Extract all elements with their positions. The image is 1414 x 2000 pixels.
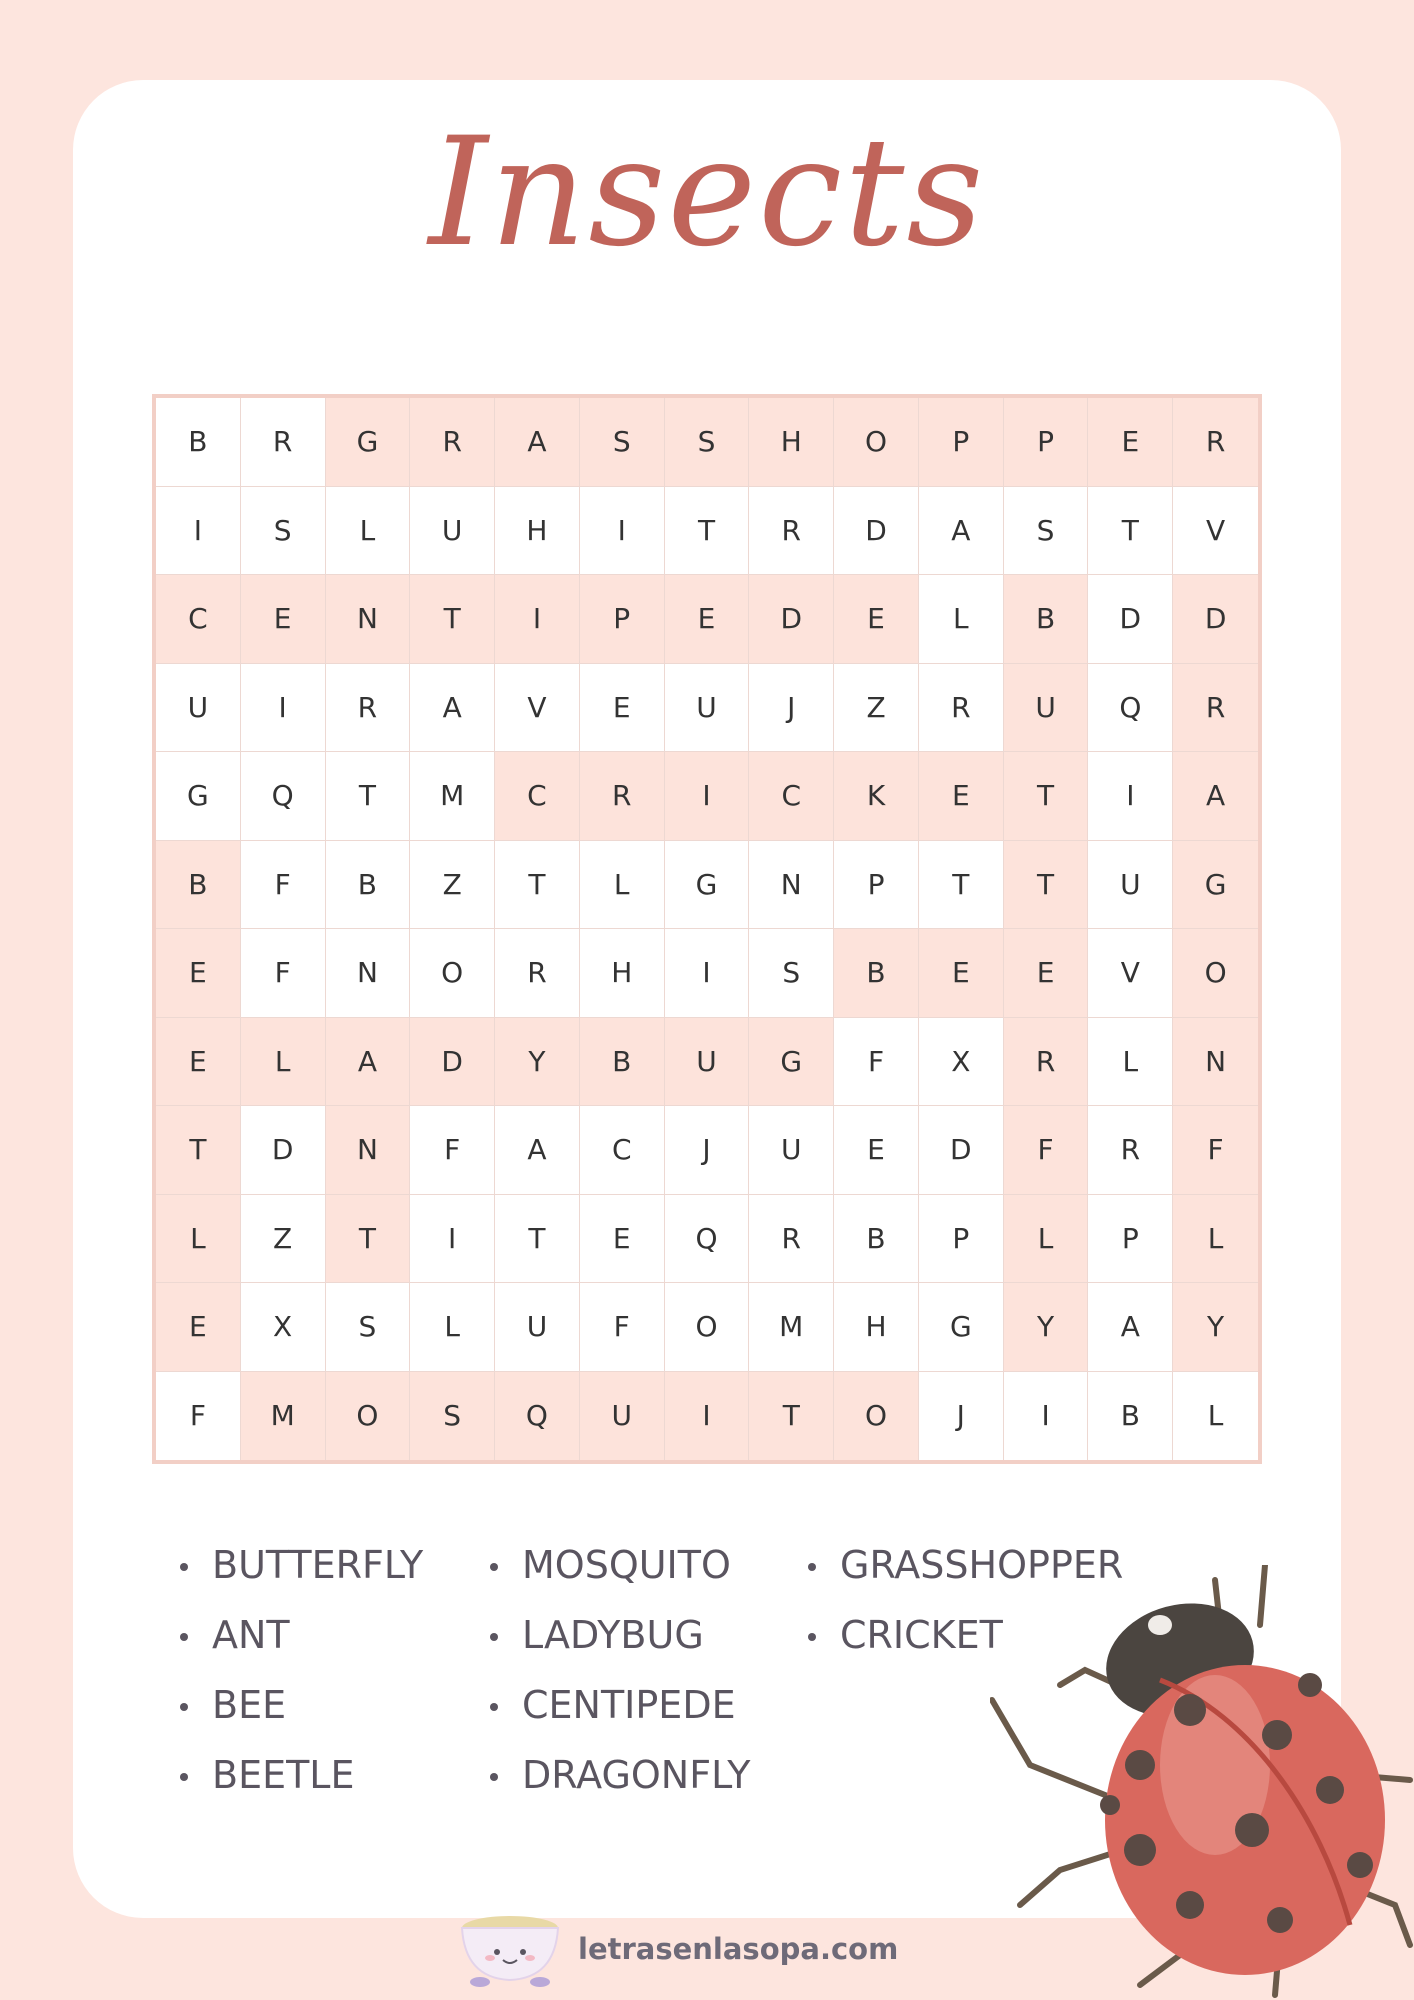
grid-cell: H (749, 398, 834, 487)
grid-cell: F (241, 841, 326, 930)
grid-cell: E (156, 929, 241, 1018)
grid-cell: N (326, 575, 411, 664)
grid-cell: H (834, 1283, 919, 1372)
word-list-item: DRAGONFLY (490, 1740, 750, 1810)
grid-cell: P (834, 841, 919, 930)
grid-cell: R (1173, 398, 1258, 487)
word-list-column-1 (180, 1530, 423, 1810)
grid-cell: B (1088, 1372, 1173, 1461)
grid-cell: U (156, 664, 241, 753)
grid-cell: R (1173, 664, 1258, 753)
grid-cell: N (749, 841, 834, 930)
grid-cell: F (834, 1018, 919, 1107)
grid-cell: Y (1173, 1283, 1258, 1372)
word-list-item: CENTIPEDE (490, 1670, 750, 1740)
grid-cell: L (919, 575, 1004, 664)
grid-cell: M (749, 1283, 834, 1372)
grid-cell: D (1088, 575, 1173, 664)
grid-cell: B (1004, 575, 1089, 664)
page-title: Insects (428, 106, 986, 280)
grid-cell: S (326, 1283, 411, 1372)
grid-cell: Y (1004, 1283, 1089, 1372)
grid-cell: B (834, 1195, 919, 1284)
word-list-item: CRICKET (808, 1600, 1123, 1670)
grid-cell: Z (241, 1195, 326, 1284)
grid-cell: E (834, 575, 919, 664)
grid-cell: Q (241, 752, 326, 841)
grid-cell: I (1004, 1372, 1089, 1461)
grid-cell: U (410, 487, 495, 576)
grid-cell: I (495, 575, 580, 664)
grid-cell: L (580, 841, 665, 930)
grid-cell: D (241, 1106, 326, 1195)
grid-cell: R (749, 1195, 834, 1284)
grid-cell: S (1004, 487, 1089, 576)
grid-cell: R (326, 664, 411, 753)
word-list-column-2 (490, 1530, 750, 1810)
grid-cell: E (919, 929, 1004, 1018)
grid-cell: I (665, 1372, 750, 1461)
word-list-item: BUTTERFLY (180, 1530, 423, 1600)
grid-cell: M (410, 752, 495, 841)
grid-cell: H (580, 929, 665, 1018)
grid-cell: Q (1088, 664, 1173, 753)
grid-cell: B (156, 841, 241, 930)
grid-cell: V (495, 664, 580, 753)
grid-cell: O (834, 398, 919, 487)
word-list-item: MOSQUITO (490, 1530, 750, 1600)
grid-cell: I (580, 487, 665, 576)
word-list-item: BEE (180, 1670, 423, 1740)
grid-cell: Z (834, 664, 919, 753)
grid-cell: P (919, 1195, 1004, 1284)
grid-cell: T (665, 487, 750, 576)
grid-cell: K (834, 752, 919, 841)
grid-cell: S (580, 398, 665, 487)
grid-cell: J (749, 664, 834, 753)
grid-cell: A (919, 487, 1004, 576)
grid-cell: A (326, 1018, 411, 1107)
grid-cell: F (156, 1372, 241, 1461)
grid-cell: A (1088, 1283, 1173, 1372)
grid-cell: R (580, 752, 665, 841)
grid-cell: M (241, 1372, 326, 1461)
grid-cell: O (665, 1283, 750, 1372)
grid-cell: R (495, 929, 580, 1018)
grid-cell: I (156, 487, 241, 576)
grid-cell: U (1088, 841, 1173, 930)
grid-cell: J (919, 1372, 1004, 1461)
grid-cell: L (326, 487, 411, 576)
grid-cell: E (241, 575, 326, 664)
grid-cell: E (580, 664, 665, 753)
word-list-item: GRASSHOPPER (808, 1530, 1123, 1600)
grid-cell: N (1173, 1018, 1258, 1107)
grid-cell: U (495, 1283, 580, 1372)
grid-cell: I (1088, 752, 1173, 841)
grid-cell: T (1004, 752, 1089, 841)
word-list-item: BEETLE (180, 1740, 423, 1810)
grid-cell: A (410, 664, 495, 753)
grid-cell: L (1004, 1195, 1089, 1284)
soup-bowl-logo-icon (455, 1908, 565, 1988)
grid-cell: A (495, 398, 580, 487)
grid-cell: L (156, 1195, 241, 1284)
grid-cell: T (326, 1195, 411, 1284)
grid-cell: D (834, 487, 919, 576)
grid-cell: E (1004, 929, 1089, 1018)
grid-cell: X (241, 1283, 326, 1372)
grid-cell: L (241, 1018, 326, 1107)
word-search-grid (152, 394, 1262, 1464)
grid-cell: C (749, 752, 834, 841)
grid-cell: R (410, 398, 495, 487)
grid-cell: Z (410, 841, 495, 930)
grid-cell: F (241, 929, 326, 1018)
grid-cell: T (156, 1106, 241, 1195)
grid-cell: S (241, 487, 326, 576)
grid-cell: E (580, 1195, 665, 1284)
grid-cell: I (665, 929, 750, 1018)
grid-cell: L (1088, 1018, 1173, 1107)
grid-cell: E (919, 752, 1004, 841)
grid-cell: C (156, 575, 241, 664)
grid-cell: I (410, 1195, 495, 1284)
grid-cell: T (326, 752, 411, 841)
grid-cell: D (749, 575, 834, 664)
grid-cell: G (665, 841, 750, 930)
grid-cell: F (410, 1106, 495, 1195)
grid-cell: F (580, 1283, 665, 1372)
grid-cell: B (834, 929, 919, 1018)
word-list-item: LADYBUG (490, 1600, 750, 1670)
grid-cell: T (410, 575, 495, 664)
grid-cell: U (1004, 664, 1089, 753)
grid-cell: A (1173, 752, 1258, 841)
grid-cell: S (749, 929, 834, 1018)
grid-cell: U (665, 664, 750, 753)
grid-cell: X (919, 1018, 1004, 1107)
grid-cell: U (665, 1018, 750, 1107)
grid-cell: G (156, 752, 241, 841)
grid-cell: A (495, 1106, 580, 1195)
grid-cell: P (919, 398, 1004, 487)
grid-cell: I (241, 664, 326, 753)
grid-cell: T (495, 1195, 580, 1284)
grid-cell: T (495, 841, 580, 930)
grid-cell: C (580, 1106, 665, 1195)
grid-cell: S (665, 398, 750, 487)
grid-cell: T (1004, 841, 1089, 930)
grid-cell: G (326, 398, 411, 487)
grid-cell: R (1088, 1106, 1173, 1195)
grid-cell: O (834, 1372, 919, 1461)
grid-cell: V (1173, 487, 1258, 576)
word-list-item: ANT (180, 1600, 423, 1670)
grid-cell: U (580, 1372, 665, 1461)
grid-cell: R (1004, 1018, 1089, 1107)
grid-cell: P (1004, 398, 1089, 487)
grid-cell: B (156, 398, 241, 487)
grid-cell: F (1004, 1106, 1089, 1195)
grid-cell: T (1088, 487, 1173, 576)
grid-cell: L (1173, 1195, 1258, 1284)
grid-cell: N (326, 929, 411, 1018)
grid-cell: E (834, 1106, 919, 1195)
grid-cell: S (410, 1372, 495, 1461)
grid-cell: P (580, 575, 665, 664)
grid-cell: B (580, 1018, 665, 1107)
grid-cell: P (1088, 1195, 1173, 1284)
grid-cell: R (919, 664, 1004, 753)
grid-cell: R (241, 398, 326, 487)
grid-cell: N (326, 1106, 411, 1195)
grid-cell: F (1173, 1106, 1258, 1195)
grid-cell: B (326, 841, 411, 930)
grid-cell: Y (495, 1018, 580, 1107)
footer-website: letrasenlasopa.com (578, 1932, 899, 1966)
grid-cell: L (1207, 1399, 1224, 1433)
grid-cell: G (1173, 841, 1258, 930)
grid-cell: G (749, 1018, 834, 1107)
grid-cell: R (749, 487, 834, 576)
grid-cell: D (919, 1106, 1004, 1195)
grid-cell: O (326, 1372, 411, 1461)
grid-cell: J (665, 1106, 750, 1195)
grid-cell: D (410, 1018, 495, 1107)
grid-cell: H (495, 487, 580, 576)
grid-cell: I (665, 752, 750, 841)
grid-cell: E (665, 575, 750, 664)
grid-cell: D (1173, 575, 1258, 664)
grid-cell: E (1088, 398, 1173, 487)
ladybug-icon (990, 1565, 1414, 2000)
grid-cell: T (749, 1372, 834, 1461)
grid-cell: E (156, 1283, 241, 1372)
grid-cell: Q (495, 1372, 580, 1461)
grid-cell: T (919, 841, 1004, 930)
grid-cell: C (495, 752, 580, 841)
grid-cell: V (1088, 929, 1173, 1018)
grid-cell: U (749, 1106, 834, 1195)
grid-cell: E (156, 1018, 241, 1107)
grid-cell: Q (665, 1195, 750, 1284)
grid-cell: G (919, 1283, 1004, 1372)
grid-cell: L (410, 1283, 495, 1372)
grid-cell: O (1173, 929, 1258, 1018)
grid-cell: O (410, 929, 495, 1018)
